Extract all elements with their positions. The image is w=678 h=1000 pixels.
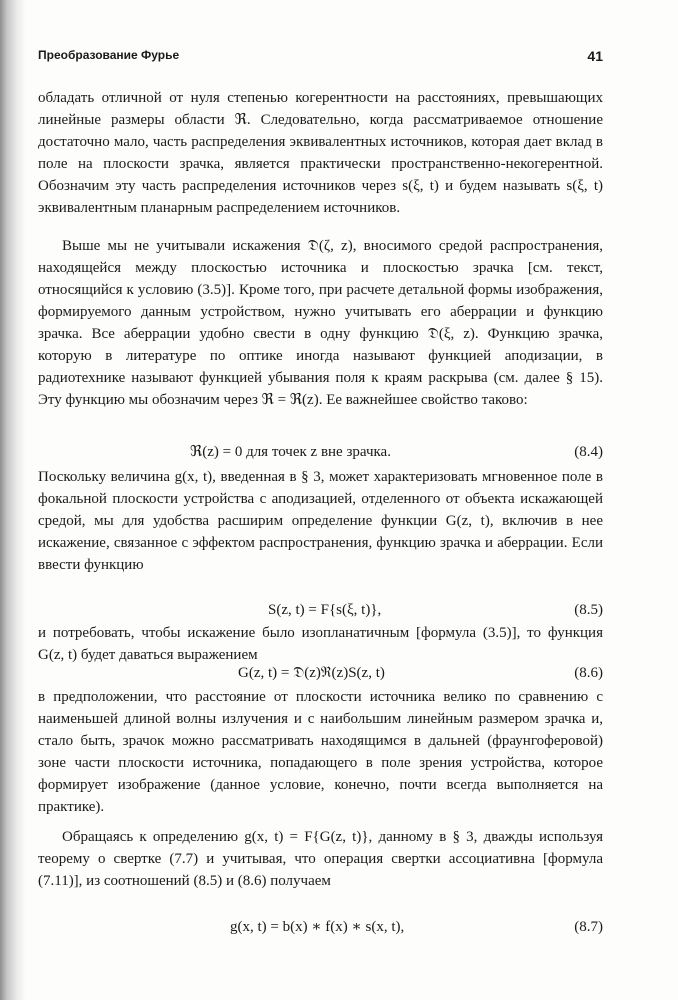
formula-8-6 — [38, 662, 603, 684]
paragraph-6: Обращаясь к определению g(x, t) = F{G(z, t)}, данному в § 3, дважды используя теорему о свертке (7.7) и учитывая, что операция свертки ассоциативна [формула (7.11)], из соотношений (8.5) и (8.6) получаем — [38, 829, 603, 889]
paragraph-5: в предположении, что расстояние от плоскости источника велико по сравнению с наименьшей длиной волны излучения и с наибольшим линейным размером зрачка и, стало быть, зрачок можно рассматривать находящимся в дальней (фраунгоферовой) зоне части плоскости источника, попадающего в поле зрения устройства, которое формирует изображение (данное условие, конечно, почти всегда выполняется на практике). — [38, 689, 603, 815]
page-spine-shadow — [0, 0, 26, 1000]
formula-expression: S(z, t) = F{s(ξ, t)}, — [268, 602, 382, 618]
paragraph-1: обладать отличной от нуля степенью когерентности на расстояниях, превышающих линейные размеры области ℜ. Следовательно, когда рассматриваемое отношение достаточно мало, часть распределения эквивалентных источников, которая дает вклад в поле на плоскости зрачка, является практически пространственно-некогерентной. Обозначим эту часть распределения источников через s(ξ, t) и будем называть s(ξ, t) эквивалентным планарным распределением источников. — [38, 90, 603, 216]
formula-8-5 — [38, 599, 603, 621]
equation-number: (8.6) — [574, 665, 603, 681]
page-header — [38, 48, 603, 70]
equation-number: (8.4) — [574, 444, 603, 460]
formula-expression: G(z, t) = 𝔇(z)ℜ(z)S(z, t) — [238, 665, 385, 681]
formula-8-7 — [38, 916, 603, 938]
formula-expression: ℜ(z) = 0 для точек z вне зрачка. — [190, 444, 391, 460]
formula-expression: g(x, t) = b(x) ∗ f(x) ∗ s(x, t), — [230, 919, 405, 935]
page-number: 41 — [587, 48, 603, 64]
paragraph-3: Поскольку величина g(x, t), введенная в § 3, может характеризовать мгновенное поле в фокальной плоскости устройства с аподизацией, отделенного от объекта искажающей средой, мы для удобства расширим определение функции G(z, t), включив в нее искажение, связанное с эффектом распространения, функцию зрачка и аберрации. Если ввести функцию — [38, 469, 603, 573]
formula-8-4 — [38, 441, 603, 463]
equation-number: (8.5) — [574, 602, 603, 618]
paragraph-4: и потребовать, чтобы искажение было изопланатичным [формула (3.5)], то функция G(z, t) будет даваться выражением — [38, 625, 603, 663]
equation-number: (8.7) — [574, 919, 603, 935]
paragraph-2: Выше мы не учитывали искажения 𝔇(ζ, z), вносимого средой распространения, находящейся между плоскостью источника и плоскостью зрачка [см. текст, относящийся к условию (3.5)]. Кроме того, при расчете детальной формы изображения, формируемого данным устройством, нужно учитывать его аберрации и функцию зрачка. Все аберрации удобно свести в одну функцию 𝔇(ξ, z). Функцию зрачка, которую в литературе по оптике иногда называют функцией аподизации, в радиотехнике называют функцией убывания поля к краям раскрыва (см. далее § 15). Эту функцию мы обозначим через ℜ = ℜ(z). Ее важнейшее свойство таково: — [38, 238, 603, 408]
running-title: Преобразование Фурье — [38, 48, 180, 62]
